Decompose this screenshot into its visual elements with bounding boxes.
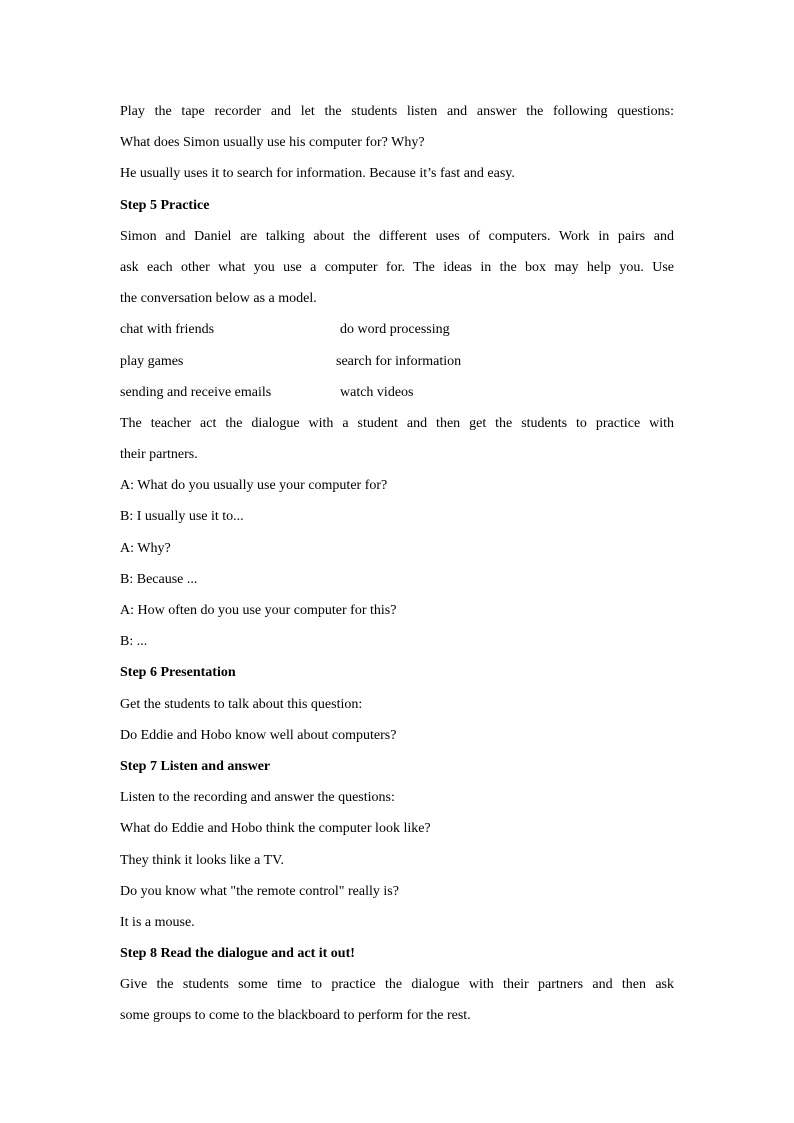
idea-right: do word processing — [340, 322, 450, 338]
idea-row — [120, 346, 674, 377]
step7-line: Listen to the recording and answer the questions: — [120, 790, 395, 806]
dialogue-line: B: I usually use it to... — [120, 509, 244, 525]
step8-heading: Step 8 Read the dialogue and act it out! — [120, 946, 355, 962]
step5-paragraph-line: ask each other what you use a computer for. The ideas in the box may help you. Use — [120, 259, 674, 275]
teacher-line: their partners. — [120, 447, 198, 463]
teacher-line: The teacher act the dialogue with a student and then get the students to practice with — [120, 415, 674, 431]
step5-paragraph-line: the conversation below as a model. — [120, 291, 317, 307]
step6-heading: Step 6 Presentation — [120, 665, 236, 681]
step7-line: What do Eddie and Hobo think the computer look like? — [120, 821, 431, 837]
intro-answer: He usually uses it to search for information. Because it’s fast and easy. — [120, 166, 515, 182]
step7-line: It is a mouse. — [120, 914, 195, 930]
idea-left: sending and receive emails — [120, 384, 272, 400]
step8-line: Give the students some time to practice the dialogue with their partners and then ask — [120, 977, 674, 993]
dialogue-line: A: What do you usually use your computer for? — [120, 478, 388, 494]
intro-instruction: Play the tape recorder and let the students listen and answer the following questions: — [120, 104, 674, 119]
step7-line: They think it looks like a TV. — [120, 852, 284, 868]
step6-line: Get the students to talk about this question: — [120, 696, 363, 712]
idea-row — [120, 314, 674, 345]
step5-paragraph-line: Simon and Daniel are talking about the different uses of computers. Work in pairs and — [120, 228, 674, 244]
step8-line: some groups to come to the blackboard to perform for the rest. — [120, 1008, 471, 1024]
idea-right: search for information — [336, 353, 462, 369]
step7-line: Do you know what "the remote control" really is? — [120, 883, 399, 899]
idea-row — [120, 377, 674, 408]
dialogue-line: A: How often do you use your computer for this? — [120, 603, 397, 618]
dialogue-line: A: Why? — [120, 540, 171, 556]
intro-question: What does Simon usually use his computer for? Why? — [120, 135, 425, 151]
dialogue-line: B: ... — [120, 634, 148, 650]
step7-heading: Step 7 Listen and answer — [120, 758, 271, 774]
document-page — [120, 96, 674, 1032]
step5-heading: Step 5 Practice — [120, 197, 210, 213]
idea-right: watch videos — [340, 384, 414, 400]
idea-left: play games — [120, 353, 184, 369]
idea-left: chat with friends — [120, 322, 215, 338]
step6-line: Do Eddie and Hobo know well about computers? — [120, 727, 397, 743]
dialogue-line: B: Because ... — [120, 571, 198, 587]
